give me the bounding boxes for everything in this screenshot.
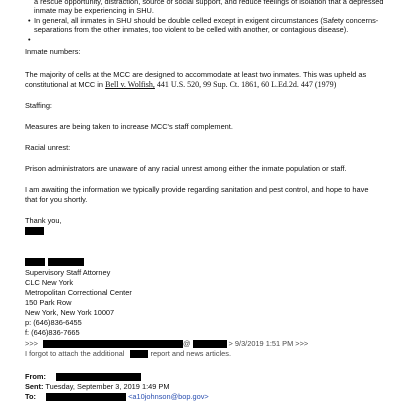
citation-prefix: constitutional at MCC in xyxy=(25,80,106,89)
signature-org: CLC New York xyxy=(25,278,74,287)
bullet-marker: • xyxy=(28,16,31,25)
forward-date: > 9/3/2019 1:51 PM >>> xyxy=(228,339,309,348)
sent-value: Tuesday, September 3, 2019 1:49 PM xyxy=(45,382,170,391)
sign-off: Thank you, xyxy=(25,216,62,225)
signature-city: New York, New York 10007 xyxy=(25,308,115,317)
redaction-box xyxy=(25,227,44,235)
paragraph-line: Measures are being taken to increase MCC's staff complement. xyxy=(25,122,233,131)
case-citation: 441 U.S. 520, 99 Sup. Ct. 1861, 60 L.Ed.2d. 447 (1979) xyxy=(154,80,337,89)
redaction-box xyxy=(43,340,183,348)
bullet-text: separations from the other inmates, too violent to be celled with another, or contagious disease). xyxy=(34,25,349,34)
redaction-box xyxy=(56,373,141,381)
signature-title: Supervisory Staff Attorney xyxy=(25,268,111,277)
signature-center: Metropolitan Correctional Center xyxy=(25,288,132,297)
signature-street: 150 Park Row xyxy=(25,298,72,307)
redaction-box xyxy=(130,350,148,358)
forward-text: I forgot to attach the additional xyxy=(25,349,125,358)
paragraph-line xyxy=(25,80,336,89)
section-heading-staffing: Staffing: xyxy=(25,101,52,110)
bullet-text: In general, all inmates in SHU should be double celled except in exigent circumstances (Safety concerns- xyxy=(34,16,379,25)
section-heading-racial-unrest: Racial unrest: xyxy=(25,143,71,152)
paragraph-line: that for you shortly. xyxy=(25,195,88,204)
quote-marker: >>> xyxy=(25,339,38,348)
signature-phone: p: (646)836-6455 xyxy=(25,318,82,327)
bullet-continuation-line: inmate may be experiencing in SHU. xyxy=(34,6,154,15)
paragraph-line: The majority of cells at the MCC are designed to accommodate at least two inmates. This was upheld as xyxy=(25,70,367,79)
case-name: Bell v. Wolfish, xyxy=(105,80,155,89)
to-label: To: xyxy=(25,392,36,401)
bullet-marker: • xyxy=(28,35,31,44)
section-heading-inmate-numbers: Inmate numbers: xyxy=(25,47,81,56)
from-label: From: xyxy=(25,372,46,381)
to-email-link[interactable]: <a10johnson@bop.gov> xyxy=(128,392,209,401)
forward-body-line xyxy=(25,349,231,358)
forward-header-line xyxy=(25,339,308,348)
email-from-row xyxy=(25,372,141,381)
at-sign: @ xyxy=(183,339,191,348)
redaction-box xyxy=(193,340,227,348)
paragraph-line: Prison administrators are unaware of any racial unrest among either the inmate population or staff. xyxy=(25,164,347,173)
sent-label: Sent: xyxy=(25,382,44,391)
email-sent-row xyxy=(25,382,169,391)
signature-fax: f: (646)836-7665 xyxy=(25,328,80,337)
bullet-continuation-line: a rescue opportunity, distraction, source of social support, and reduce feelings of isolation that a depressed xyxy=(34,0,384,6)
redaction-box xyxy=(25,258,45,266)
forward-text: report and news articles. xyxy=(150,349,232,358)
redaction-box xyxy=(48,258,84,266)
paragraph-line: I am awaiting the information we typically provide regarding sanitation and pest control, and hope to have xyxy=(25,185,369,194)
